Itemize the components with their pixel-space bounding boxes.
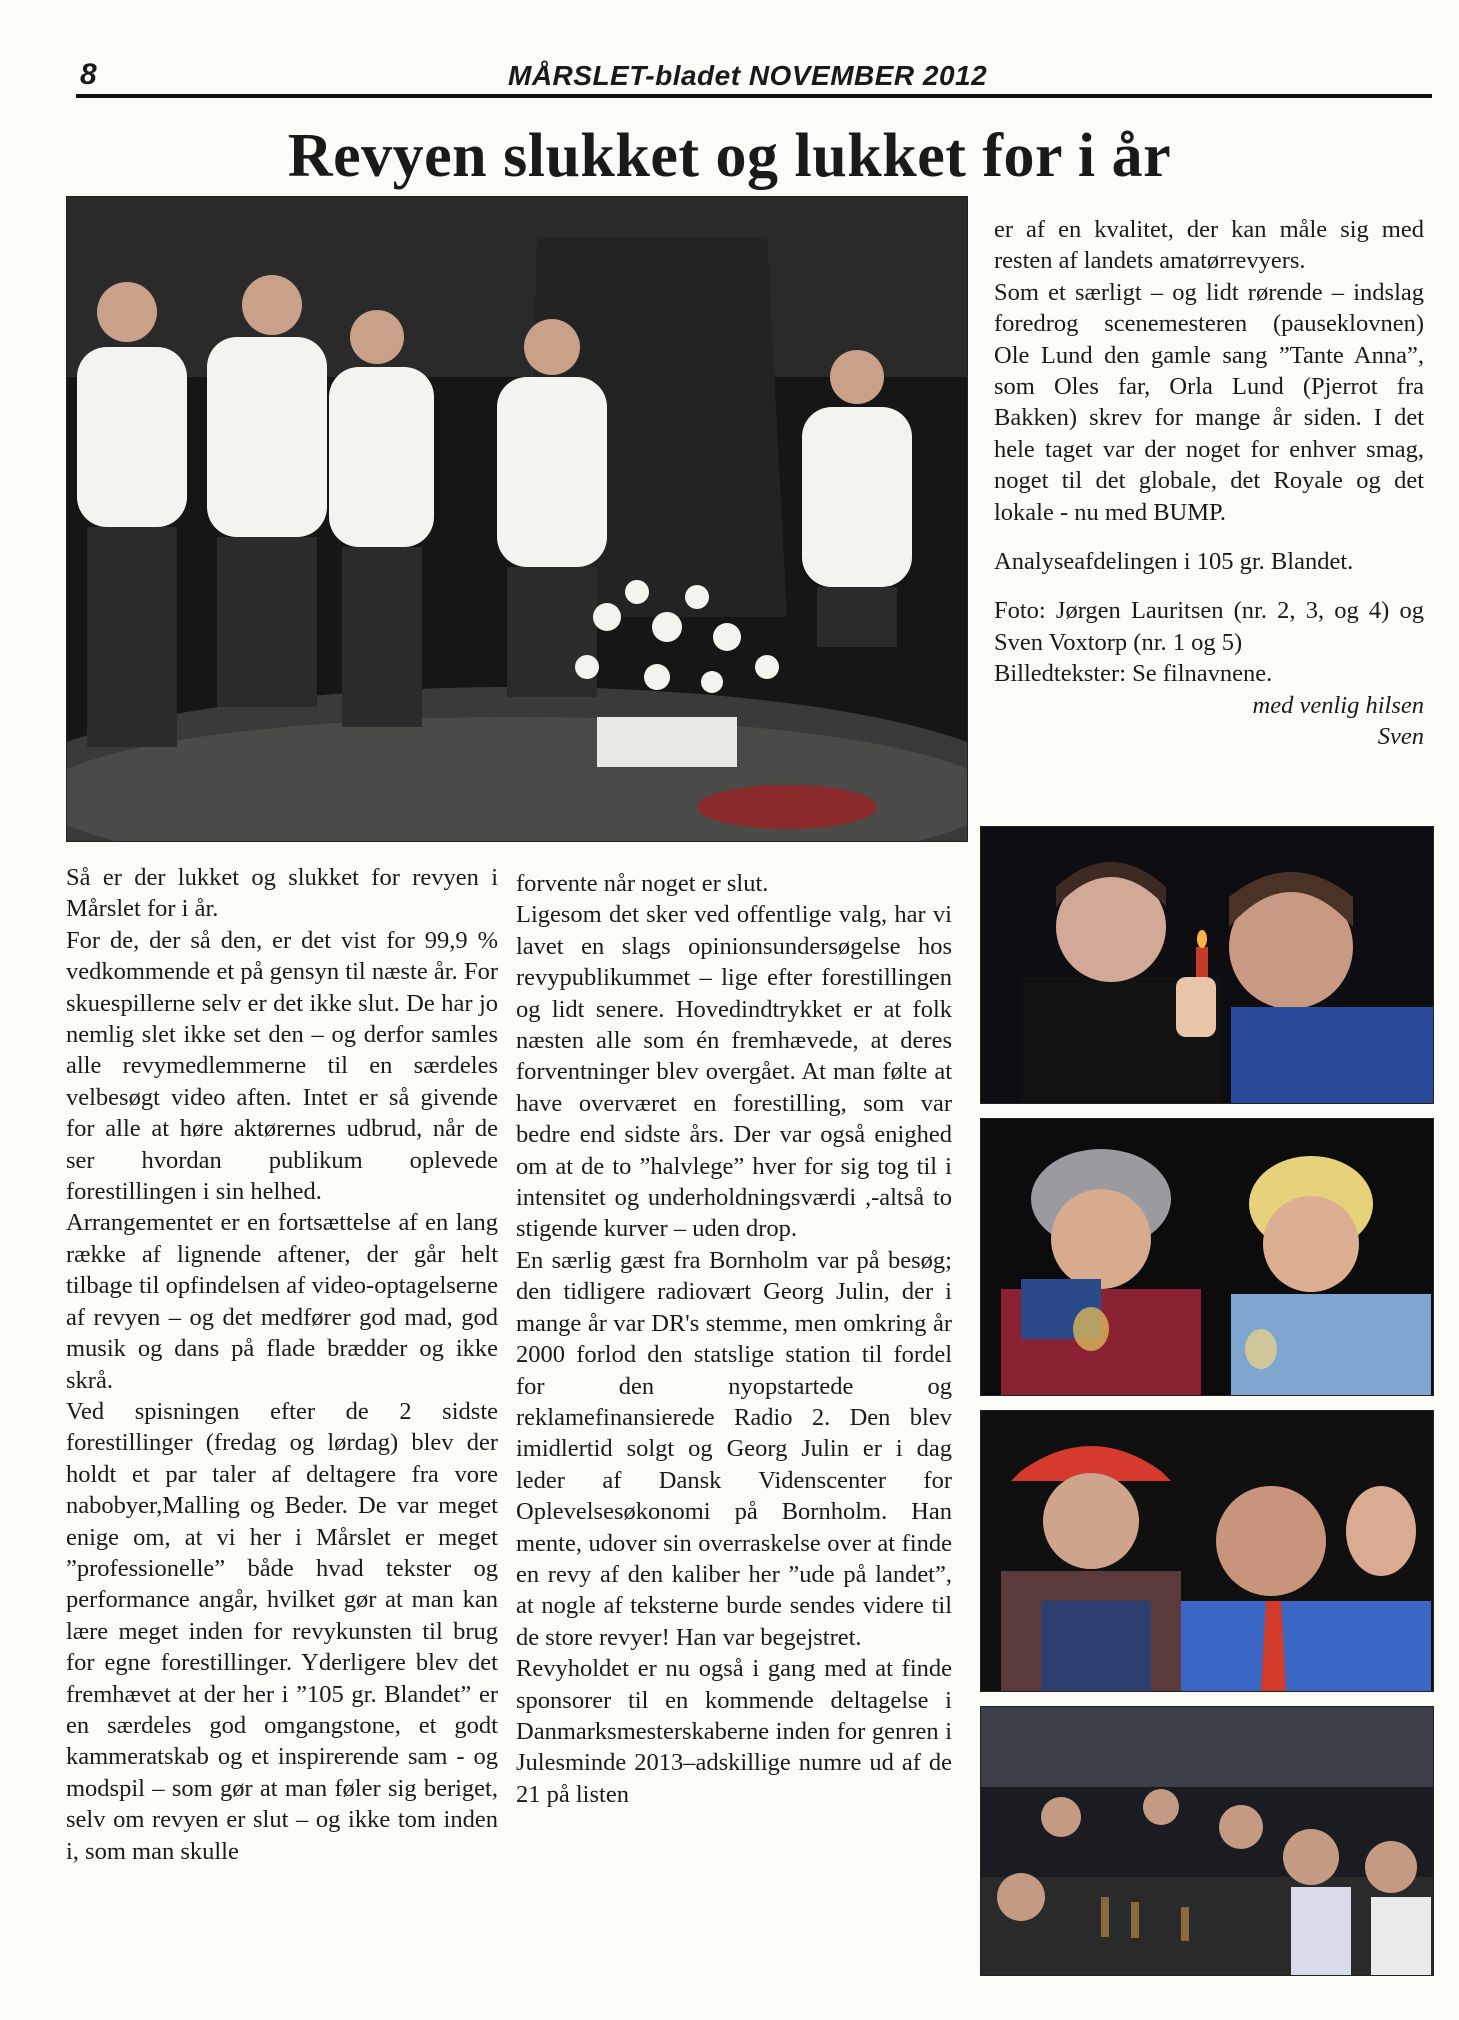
paragraph: forvente når noget er slut. (516, 870, 769, 897)
page-header (76, 58, 1432, 94)
publication-title: MÅRSLET-bladet NOVEMBER 2012 (508, 60, 988, 91)
paragraph: Så er der lukket og slukket for revyen i Mårslet for i år. (66, 864, 498, 923)
paragraph: Revyholdet er nu også i gang med at finde sponsorer til en kommende deltagelse i Danmarksmesterskaberne inden for genren i Julesminde 2013–adskillige numre ud af de 21 på listen (516, 1655, 952, 1808)
photo-cap-scene (980, 1410, 1434, 1692)
paragraph: Ligesom det sker ved offentlige valg, har vi lavet en slags opinionsundersøgelse hos revypublikummet – lige efter forestillingen og lidt senere. Hovedindtrykket er at folk næsten alle som én fremhævede, at deres forventninger blev overgået. At man følte at have overværet en forestilling, som var bedre end sidste års. Der var også enighed om at de to ”halvlege” hver for sig tog til i intensitet og underholdningsværdi ,-altså to stigende kurver – uden drop. (516, 901, 952, 1243)
paragraph: er af en kvalitet, der kan måle sig med resten af landets amatørrevyers. (994, 216, 1424, 275)
signature: Sven (1377, 723, 1424, 751)
paragraph: For de, der så den, er det vist for 99,9 % vedkommende et på gensyn til næste år. For skuespillerne selv er det ikke slut. De har jo nemlig slet ikke set den – og derfor samles alle revymedlemmerne til en særdeles velbesøgt video aften. Intet er så givende for alle at høre aktørernes udbrud, når de ser hvordan publikum oplevede forestillingen i sin helhed. (66, 926, 498, 1206)
sign-off: med venlig hilsen (1252, 691, 1424, 719)
caption-note: Billedtekster: Se filnavnene. (994, 660, 1273, 688)
middle-column-text (516, 868, 952, 1810)
photo-wigs-scene (980, 1118, 1434, 1396)
paragraph: Ved spisningen efter de 2 sidste forestillinger (fredag og lørdag) blev der holdt et par taler af deltagere fra vore nabobyer,Malling og Beder. De var meget enige om, at vi her i Mårslet er meget ”professionelle” både hvad tekster og performance angår, hvilket gør at man kan lære meget inden for revykunsten til brug for egne forestillinger. Yderligere blev det fremhævet at der her i ”105 gr. Blandet” er en særdeles god omgangstone, et godt kammeratskab og et inspirerende sam - og modspil – som gør at man føler sig beriget, selv om revyen er slut – og ikke tom inden i, som man skulle (66, 1397, 498, 1865)
header-rule (76, 94, 1432, 98)
paragraph: Analyseafdelingen i 105 gr. Blandet. (994, 548, 1354, 576)
article-headline: Revyen slukket og lukket for i år (287, 122, 1172, 190)
left-column-text (66, 862, 498, 1867)
page-number: 8 (80, 58, 97, 91)
photo-lighter-scene (980, 826, 1434, 1104)
paragraph: Som et særligt – og lidt rørende – indslag foredrog scenemesteren (pauseklovnen) Ole Lund den gamle sang ”Tante Anna”, som Oles far, Orla Lund (Pjerrot fra Bakken) skrev for mange år siden. I det hele taget var der noget for enhver smag, noget til det globale, det Royale og det lokale - nu med BUMP. (994, 278, 1424, 526)
paragraph: Arrangementet er en fortsættelse af en lang række af lignende aftener, der går helt tilbage til opfindelsen af video-optagelserne af revyen – og det medfører god mad, god musik og dans på flade brædder og ikke skrå. (66, 1209, 498, 1394)
right-column-text (994, 214, 1424, 753)
photo-credit: Foto: Jørgen Lauritsen (nr. 2, 3, og 4) og Sven Voxtorp (nr. 1 og 5) (994, 597, 1424, 656)
paragraph: En særlig gæst fra Bornholm var på besøg; den tidligere radiovært Georg Julin, der i mange år var DR's stemme, men omkring år 2000 forlod den statslige station til fordel for den nyopstartede og reklamefinansierede Radio 2. Den blev imidlertid solgt og Georg Julin er i dag leder af Dansk Videnscenter for Oplevelsesøkonomi på Bornholm. Han mente, udover sin overraskelse over at finde en revy af den kaliber her ”ude på landet”, at nogle af teksterne burde sendes videre til de store revyer! Han var begejstret. (516, 1246, 952, 1651)
photo-audience (980, 1706, 1434, 1976)
stage-photo (66, 196, 968, 842)
